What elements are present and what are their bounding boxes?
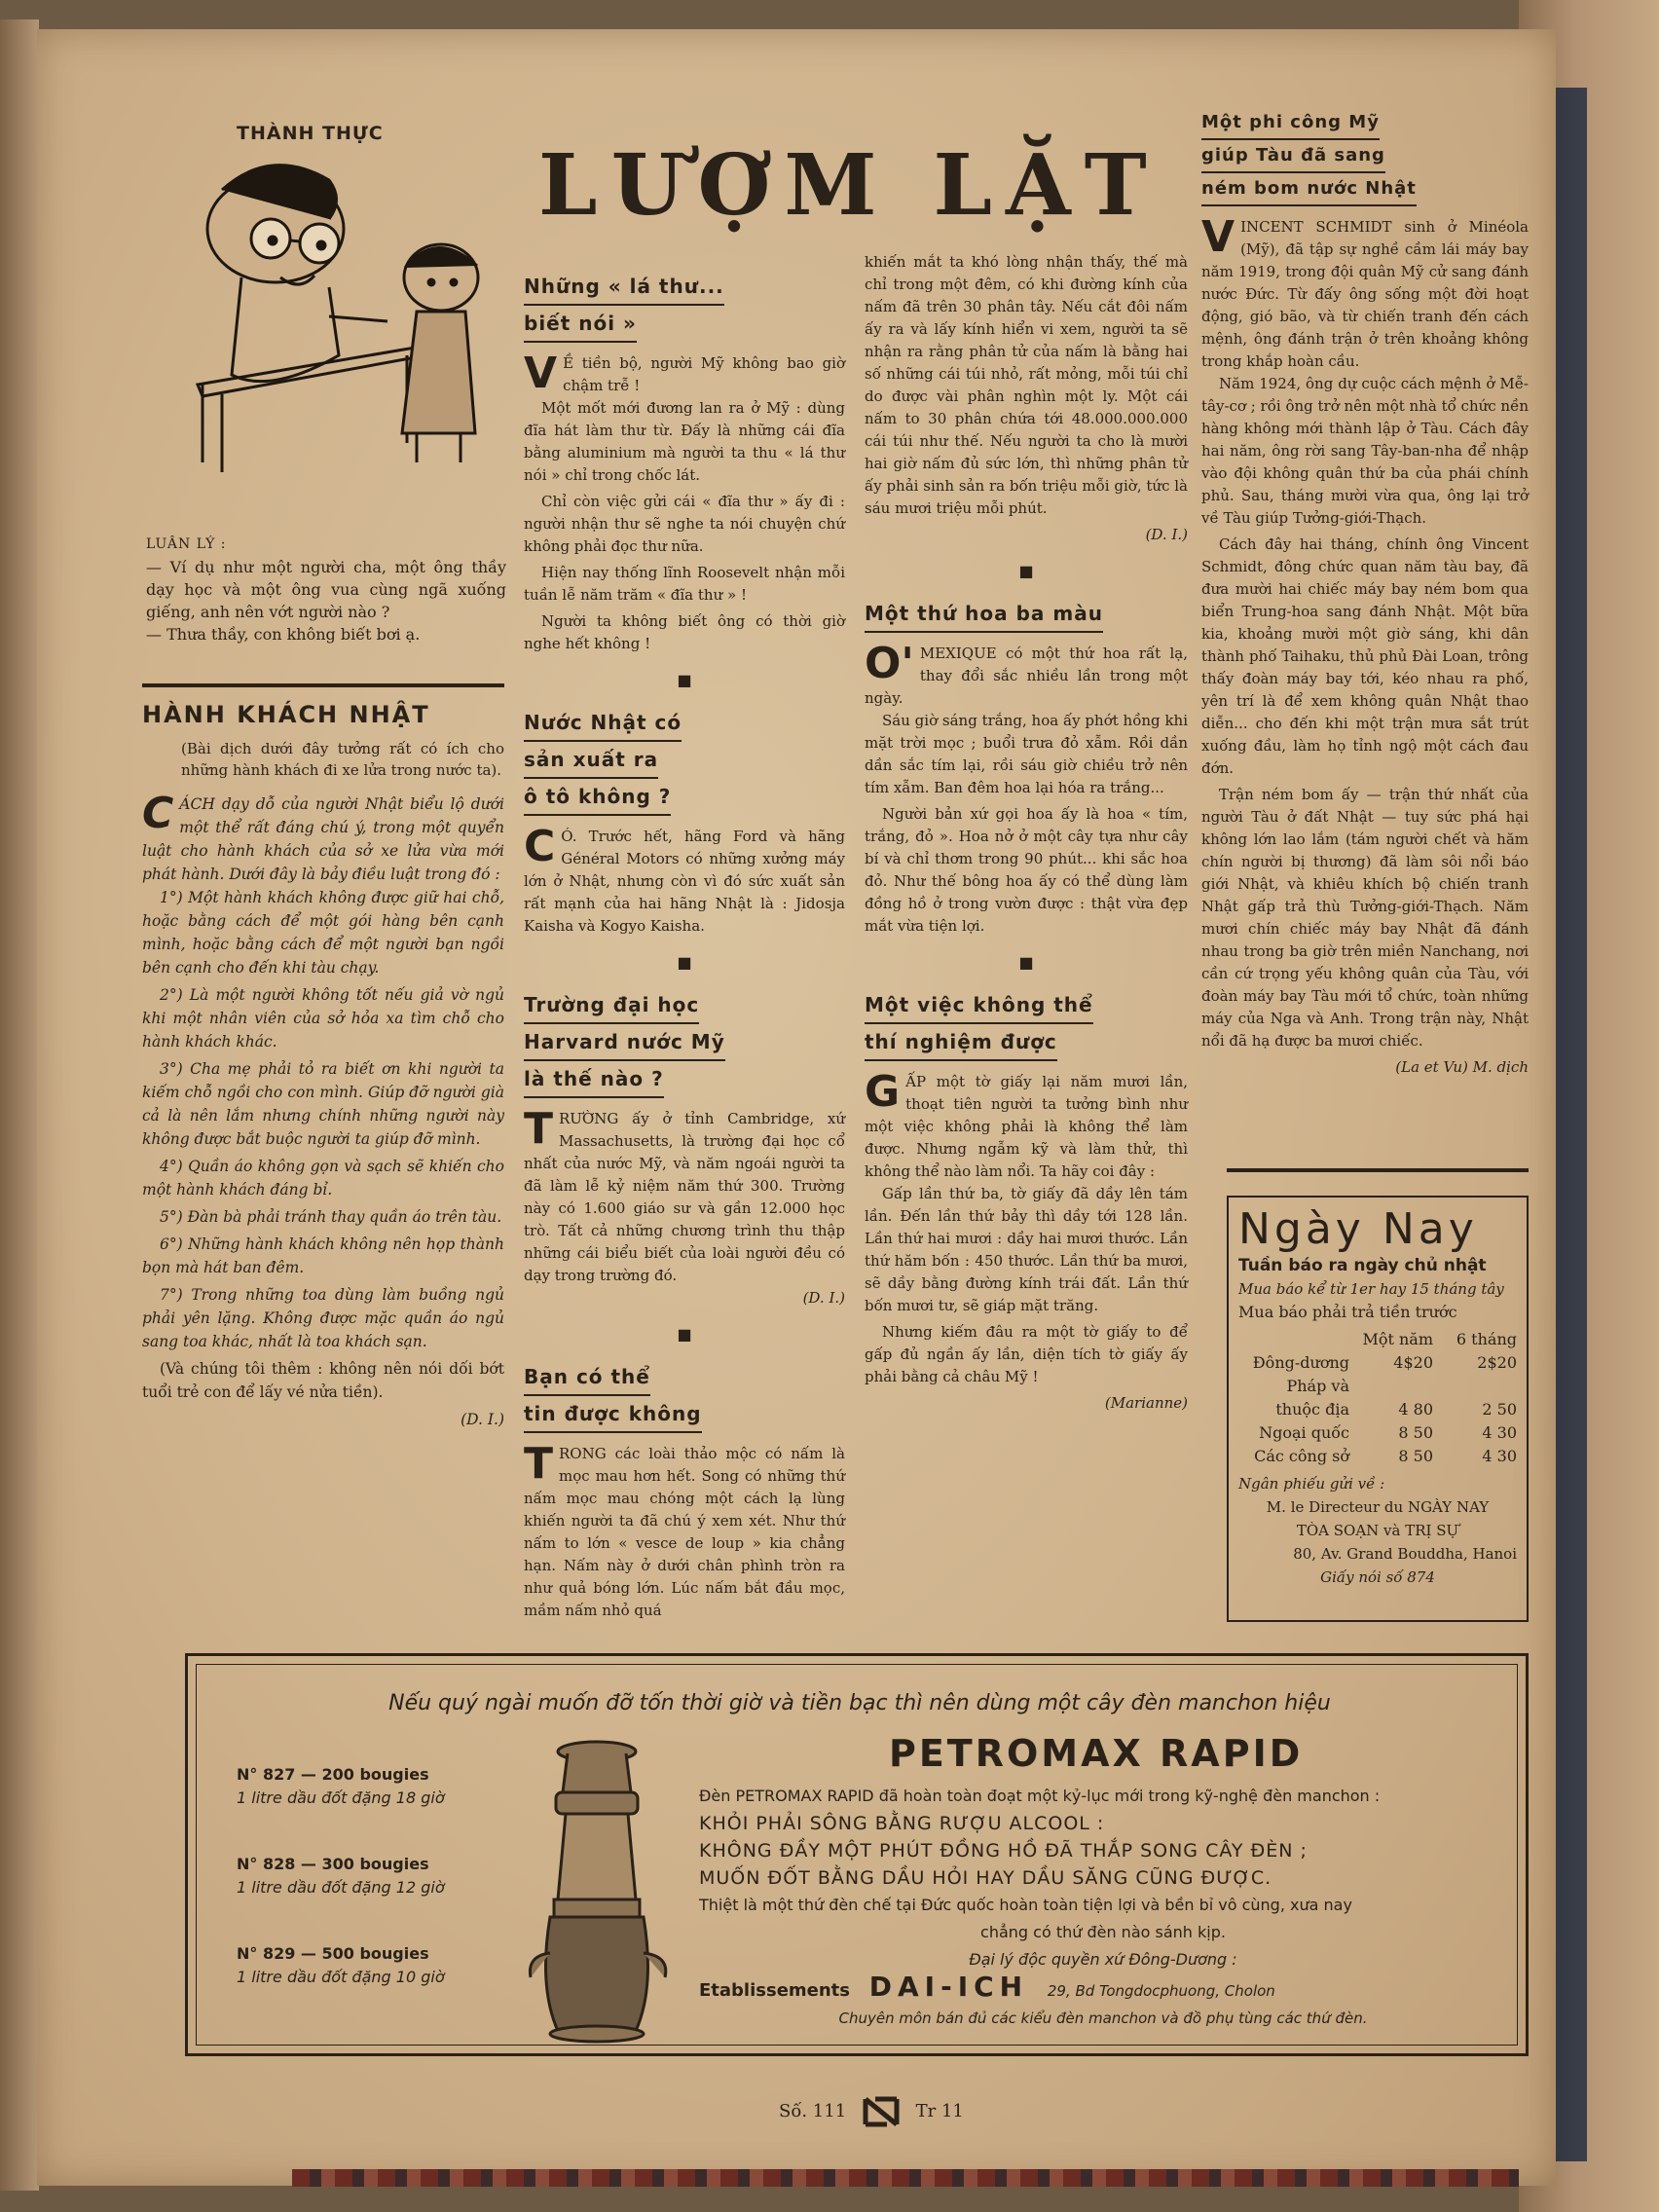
article-heading: biết nói »: [524, 306, 637, 343]
article-paragraph: Người ta không biết ông có thời giờ nghe hết không !: [524, 612, 845, 652]
price-label: Pháp và: [1286, 1377, 1349, 1395]
article-closing: (Và chúng tôi thêm : không nên nói dối bớt tuổi trẻ con để lấy vé nửa tiền).: [142, 1360, 504, 1401]
article-paragraph: Năm 1924, ông dự cuộc cách mệnh ở Mễ-tây-cơ ; rồi ông trở nên một nhà tổ chức nền hàng không mới thành lập ở Tàu. Cách đây hai năm, ông rời sang Tây-ban-nha để nhập vào đội không quân thứ ba của phái chính phủ. Sau, tháng mười vừa qua, ông lại trở về Tàu giúp Tưởng-giới-Thạch.: [1201, 375, 1529, 527]
price-year: 4 80: [1398, 1400, 1433, 1419]
ad-address: 29, Bd Tongdocphuong, Cholon: [1047, 1982, 1275, 2000]
article-paragraph: Một mốt mới đương lan ra ở Mỹ : dùng đĩa hát làm thư từ. Đấy là những cái đĩa bằng aluminium mà người ta thu « lá thư nói » chỉ trong chốc lát.: [524, 399, 845, 484]
article-heading: Bạn có thể: [524, 1359, 650, 1396]
article-japanese-passengers: [142, 693, 504, 1431]
price-label: thuộc địa: [1275, 1400, 1349, 1419]
model-title: N° 829 — 500 bougies: [237, 1944, 429, 1963]
model-code: N° 828: [237, 1855, 296, 1873]
price-year: 8 50: [1398, 1423, 1433, 1442]
dropcap: G: [865, 1067, 901, 1117]
separator-square: ■: [1018, 562, 1034, 580]
book-bottom-edge: [292, 2169, 1519, 2187]
model-note: 1 litre dầu đốt đặng 12 giờ: [237, 1878, 445, 1897]
price-year: 4$20: [1393, 1353, 1433, 1372]
model-power: 300 bougies: [321, 1855, 429, 1873]
col-header-year: Một năm: [1362, 1330, 1433, 1348]
article-heading: là thế nào ?: [524, 1061, 664, 1098]
article-paragraph: Người bản xứ gọi hoa ấy là hoa « tím, trắng, đỏ ». Hoa nở ở một cây tựa như cây bí và chỉ thơm trong 90 phút... khi sắc hoa đỏ. Như thế bông hoa ấy có thể dùng làm đồng hồ ở trong vườn được : thật vừa đẹp mắt vừa tiện lợi.: [865, 805, 1188, 935]
model-power: 200 bougies: [321, 1765, 429, 1784]
article-heading: Nước Nhật có: [524, 705, 682, 742]
newspaper-page: [37, 29, 1556, 2186]
article-heading: Một thứ hoa ba màu: [865, 596, 1103, 633]
dropcap: T: [524, 1439, 554, 1489]
newspaper-subtitle: Tuần báo ra ngày chủ nhật: [1238, 1256, 1487, 1275]
dropcap: T: [524, 1104, 554, 1154]
footer-issue: Số. 111: [779, 2101, 847, 2121]
price-half: 4 30: [1482, 1447, 1517, 1465]
article-paragraph: ÁCH dạy dỗ của người Nhật biểu lộ dưới một thể rất đáng chú ý, trong một quyển luật cho hành khách của sở xe lửa vừa mới phát hành. Dưới đây là bảy điều luật trong đó :: [142, 795, 504, 883]
article-signature: (Marianne): [1104, 1394, 1188, 1412]
article-paragraph: Chỉ còn việc gửi cái « đĩa thư » ấy đi : người nhận thư sẽ nghe ta nói chuyện chứ không phải đọc thư nữa.: [524, 493, 845, 555]
rule-item: 1°) Một hành khách không được giữ hai chỗ, hoặc bằng cách để một gói hàng bên cạnh mình, hoặc bằng cách để một người bạn ngồi bên cạnh cho đến khi tàu chạy.: [142, 889, 504, 977]
dropcap: O': [865, 639, 914, 688]
article-heading: thí nghiệm được: [865, 1024, 1057, 1061]
price-label: Ngoại quốc: [1259, 1423, 1349, 1442]
address-line: M. le Directeur du NGÀY NAY: [1266, 1498, 1490, 1516]
ad-top-line: Nếu quý ngài muốn đỡ tốn thời giờ và tiền bạc thì nên dùng một cây đèn manchon hiệu: [388, 1691, 1331, 1715]
article-heading: tin được không: [524, 1396, 702, 1433]
article-paragraph: ẤP một tờ giấy lại năm mươi lần, thoạt tiên người ta tưởng bình như một việc không phải là không thể làm được. Nhưng ngẫm kỹ và làm thử, thì không thể nào làm nổi. Ta hãy coi đây :: [865, 1073, 1188, 1180]
divider: [1227, 1168, 1529, 1172]
cartoon-caption: [146, 534, 506, 645]
dropcap: C: [142, 789, 174, 838]
article-intro: (Bài dịch dưới đây tưởng rất có ích cho những hành khách đi xe lửa trong nước ta).: [181, 740, 504, 779]
article-paragraph: RƯỜNG ấy ở tỉnh Cambridge, xứ Massachusetts, là trường đại học cổ nhất của nước Mỹ, và năm ngoái người ta đã làm lễ kỷ niệm năm thứ 300. Trường này có 1.600 giáo sư và gần 12.000 học trò. Tất cả những chương trình thu thập những cái biểu biết của loài người đều có dạy trong trường đó.: [524, 1110, 845, 1284]
caption-question: — Ví dụ như một người cha, một ông thầy dạy học và một ông vua cùng ngã xuống giếng, anh nên vớt người nào ?: [146, 558, 506, 621]
ad-company: DAI-ICH: [868, 1971, 1029, 2003]
model-note: 1 litre dầu đốt đặng 18 giờ: [237, 1788, 445, 1807]
price-half: [1433, 1375, 1517, 1398]
article-paragraph: Hiện nay thống lĩnh Roosevelt nhận mỗi tuần lễ năm trăm « đĩa thư » !: [524, 564, 845, 604]
article-paragraph: RONG các loài thảo mộc có nấm là mọc mau hơn hết. Song có những thứ nấm mọc mau chóng một cách lạ lùng khiến người ta đã chú ý xem xét. Như thứ nấm to lớn « vesce de loup » kia chẳng hạn. Nấm này ở dưới chân phình tròn ra như quả bóng lớn. Lúc nấm bắt đầu mọc, mầm nấm nhỏ quá: [524, 1445, 845, 1619]
newspaper-name: Ngày Nay: [1238, 1204, 1478, 1254]
separator-square: ■: [1018, 953, 1034, 972]
subscription-box: [1227, 1196, 1529, 1622]
column-3: [865, 251, 1188, 1415]
article-signature: (D. I.): [1145, 526, 1188, 543]
separator-square: ■: [677, 1325, 692, 1344]
separator-square: ■: [677, 953, 692, 972]
article-paragraph: MEXIQUE có một thứ hoa rất lạ, thay đổi sắc nhiều lần trong một ngày.: [865, 645, 1188, 707]
lantern-illustration: [519, 1734, 675, 2046]
ad-line: KHÔNG ĐẦY MỘT PHÚT ĐỒNG HỒ ĐÃ THẮP SONG CÂY ĐÈN ;: [699, 1840, 1308, 1862]
petromax-advertisement: [185, 1653, 1529, 2056]
model-code: N° 827: [237, 1765, 296, 1784]
separator-square: ■: [677, 671, 692, 689]
footer-page: Tr 11: [915, 2101, 964, 2121]
dropcap: V: [524, 349, 558, 398]
ad-line: Đèn PETROMAX RAPID đã hoàn toàn đoạt một kỷ-lục mới trong kỹ-nghệ đèn manchon :: [699, 1787, 1381, 1805]
price-half: 2$20: [1477, 1353, 1517, 1372]
article-signature: (La et Vu) M. dịch: [1395, 1058, 1529, 1076]
price-year: [1349, 1375, 1433, 1398]
article-paragraph: khiến mắt ta khó lòng nhận thấy, thế mà chỉ trong một đêm, có khi đường kính của nấm đã trên 30 phân tây. Nếu cắt đôi nấm ấy ra và lấy kính hiển vi xem, người ta sẽ nhận ra rằng phân tử của nấm là bằng hai số những cái túi nhỏ, rất mỏng, mỗi túi chỉ do được vài phân nghìn một ly. Một cái nấm to 30 phân chứa tới 48.000.000.000 cái túi như thế. Nếu người ta cho là mười hai giờ nấm đủ sức lớn, thì những phân tử ấy phải sinh sản ra bốn triệu mỗi giờ, tức là sáu mươi triệu mỗi phút.: [865, 253, 1188, 517]
subscription-note: Mua báo phải trả tiền trước: [1238, 1303, 1457, 1321]
article-paragraph: Sáu giờ sáng trắng, hoa ấy phớt hồng khi mặt trời mọc ; buổi trưa đỏ xẫm. Rồi dần dần sắc tím lại, rồi sáu giờ chiều trở nên tím xẫm. Ban đêm hoa lại hóa ra trắng...: [865, 712, 1188, 796]
article-heading: HÀNH KHÁCH NHẬT: [142, 701, 430, 728]
author-name: THÀNH THỰC: [237, 123, 384, 144]
article-paragraph: Nhưng kiếm đâu ra một tờ giấy to để gấp đủ ngần ấy lần, diện tích tờ giấy ấy phải bằng cả châu Mỹ !: [865, 1323, 1188, 1385]
send-note: Ngân phiếu gửi về :: [1238, 1475, 1385, 1493]
ad-agent: Đại lý độc quyền xứ Đông-Dương :: [969, 1950, 1237, 1969]
rule-item: 2°) Là một người không tốt nếu giả vờ ngủ khi một nhân viên của sở hỏa xa tìm chỗ cho hành khách khác.: [142, 986, 504, 1051]
ad-company-line: [699, 1973, 1507, 2005]
article-paragraph: INCENT SCHMIDT sinh ở Minéola (Mỹ), đã tập sự nghề cầm lái máy bay năm 1919, trong đội quân Mỹ cử sang đánh nước Đức. Từ đấy ông sống một đời hoạt động, gió bão, và từ chiến tranh đến cách mệnh, ông đánh trận ở trên khoảng không trong khắp hoàn cầu.: [1201, 218, 1529, 370]
ad-models: [237, 1763, 519, 1989]
article-heading: ném bom nước Nhật: [1201, 173, 1417, 206]
ad-line: chẳng có thứ đèn nào sánh kịp.: [980, 1923, 1226, 1941]
rule-item: 5°) Đàn bà phải tránh thay quần áo trên tàu.: [160, 1208, 502, 1226]
column-2: [524, 263, 845, 1622]
column-4: [1201, 107, 1529, 1079]
left-page-edge: [0, 19, 39, 2191]
article-heading: ô tô không ?: [524, 779, 671, 816]
divider: [142, 683, 504, 687]
price-year: 8 50: [1398, 1447, 1433, 1465]
subscription-note: Mua báo kể từ 1er hay 15 tháng tây: [1238, 1280, 1504, 1298]
article-heading: Harvard nước Mỹ: [524, 1024, 725, 1061]
ad-line: KHỎI PHẢI SÔNG BẰNG RƯỢU ALCOOL :: [699, 1813, 1105, 1834]
footer-logo-icon: [862, 2095, 901, 2128]
article-paragraph: Ề tiền bộ, người Mỹ không bao giờ chậm trễ !: [563, 354, 845, 394]
caption-answer: — Thưa thầy, con không biết bơi ạ.: [146, 625, 421, 644]
article-paragraph: Gấp lần thứ ba, tờ giấy đã dầy lên tám lần. Đến lần thứ bảy thì dầy tới 128 lần. Lần thứ hai mươi : dầy hai mươi thước. Lần thứ hăm bốn : 450 thước. Lần thứ ba mươi, sẽ dầy bằng đường kính trái đất. Lần thứ bốn mươi tư, sẽ giáp mặt trăng.: [865, 1185, 1188, 1314]
ad-brand: PETROMAX RAPID: [889, 1732, 1304, 1775]
article-heading: giúp Tàu đã sang: [1201, 140, 1385, 173]
model-title: N° 828 — 300 bougies: [237, 1855, 429, 1873]
price-label: Các công sở: [1254, 1447, 1349, 1465]
page-footer: [779, 2095, 964, 2128]
model-code: N° 829: [237, 1944, 296, 1963]
ad-bottom: Chuyên môn bán đủ các kiểu đèn manchon và đồ phụ tùng các thứ đèn.: [838, 2009, 1368, 2027]
model-title: N° 827 — 200 bougies: [237, 1765, 429, 1784]
rule-item: 6°) Những hành khách không nên họp thành bọn mà hát ban đêm.: [142, 1235, 504, 1276]
price-label: Đông-dương: [1252, 1353, 1349, 1372]
license-line: Giấy nói số 874: [1320, 1568, 1435, 1586]
price-half: 2 50: [1482, 1400, 1517, 1419]
article-signature: (D. I.): [461, 1411, 504, 1428]
rule-item: 7°) Trong những toa dùng làm buồng ngủ phải yên lặng. Không được mặc quần áo ngủ sang toa khác, nhất là toa khách sạn.: [142, 1286, 504, 1350]
article-signature: (D. I.): [802, 1289, 845, 1307]
model-note: 1 litre dầu đốt đặng 10 giờ: [237, 1968, 445, 1986]
page-title: LƯỢM LẶT: [538, 136, 1161, 235]
model-power: 500 bougies: [321, 1944, 429, 1963]
ad-body: [699, 1783, 1507, 2032]
dropcap: C: [524, 822, 556, 871]
rule-item: 3°) Cha mẹ phải tỏ ra biết ơn khi người ta kiếm chỗ ngồi cho con mình. Giúp đỡ người già cả là nên lắm nhưng chính những người này không được bắt buộc người ta giúp đỡ mình.: [142, 1060, 504, 1148]
price-half: 4 30: [1482, 1423, 1517, 1442]
col-header-half: 6 tháng: [1456, 1330, 1517, 1348]
rule-item: 4°) Quần áo không gọn và sạch sẽ khiến cho một hành khách đáng bỉ.: [142, 1158, 504, 1198]
article-paragraph: Trận ném bom ấy — trận thứ nhất của người Tàu ở đất Nhật — tuy sức phá hại không lớn lao lắm (tám người chết và hăm chín người bị thương) đã làm sôi nổi báo giới Nhật, và khiêu khích bộ chiến tranh Nhật gấp trả thù Tưởng-giới-Thạch. Năm mươi chín chiếc máy bay Nhật đã đánh nhau trong ba giờ trên miền Nanchang, nơi cần cứ trọng yếu không quân của Tàu, với đoàn máy bay Tàu mới tổ chức, toàn những máy của Nga và Anh. Trong trận này, Nhật nổi đã hạ được ba mươi chiếc.: [1201, 786, 1529, 1050]
ad-line: Thiệt là một thứ đèn chế tại Đức quốc hoàn toàn tiện lợi và bền bỉ vô cùng, xưa nay: [699, 1896, 1352, 1914]
address-line: 80, Av. Grand Bouddha, Hanoi: [1293, 1545, 1517, 1563]
ad-line: MUỐN ĐỐT BẰNG DẦU HỎI HAY DẦU SĂNG CŨNG ĐƯỢC.: [699, 1867, 1272, 1889]
article-heading: Những « lá thư...: [524, 269, 724, 306]
article-paragraph: Ó. Trước hết, hãng Ford và hãng Général Motors có những xưởng máy lớn ở Nhật, nhưng còn vì đó sức xuất sản rất mạnh của hai hãng Nhật là : Jidosja Kaisha và Kogyo Kaisha.: [524, 828, 845, 935]
article-heading: Một việc không thể: [865, 987, 1093, 1024]
article-heading: Trường đại học: [524, 987, 699, 1024]
article-heading: Một phi công Mỹ: [1201, 107, 1380, 140]
address-line: TÒA SOẠN và TRỊ SỰ: [1296, 1522, 1459, 1539]
article-heading: sản xuất ra: [524, 742, 658, 779]
article-paragraph: Cách đây hai tháng, chính ông Vincent Schmidt, đông chức quan năm tàu bay, đã đưa mười hai chiếc máy bay ném bom qua biển Trung-hoa sang đánh Nhật. Một bữa kia, khoảng mười một giờ sáng, khi dân thành phố Taihaku, thủ phủ Đài Loan, trông thấy đoàn máy bay tới, kéo nhau ra phố, yên trí là để xem không quân Nhật thao diễn... cho đến khi một trận mưa sắt trút xuống đầu, làm họ tỉnh ngộ một cách đau đớn.: [1201, 535, 1529, 777]
cartoon-illustration: [183, 151, 509, 497]
caption-label: LUÂN LÝ :: [146, 536, 227, 552]
ad-estab: Etablissements: [699, 1980, 851, 2001]
dropcap: V: [1201, 212, 1235, 262]
